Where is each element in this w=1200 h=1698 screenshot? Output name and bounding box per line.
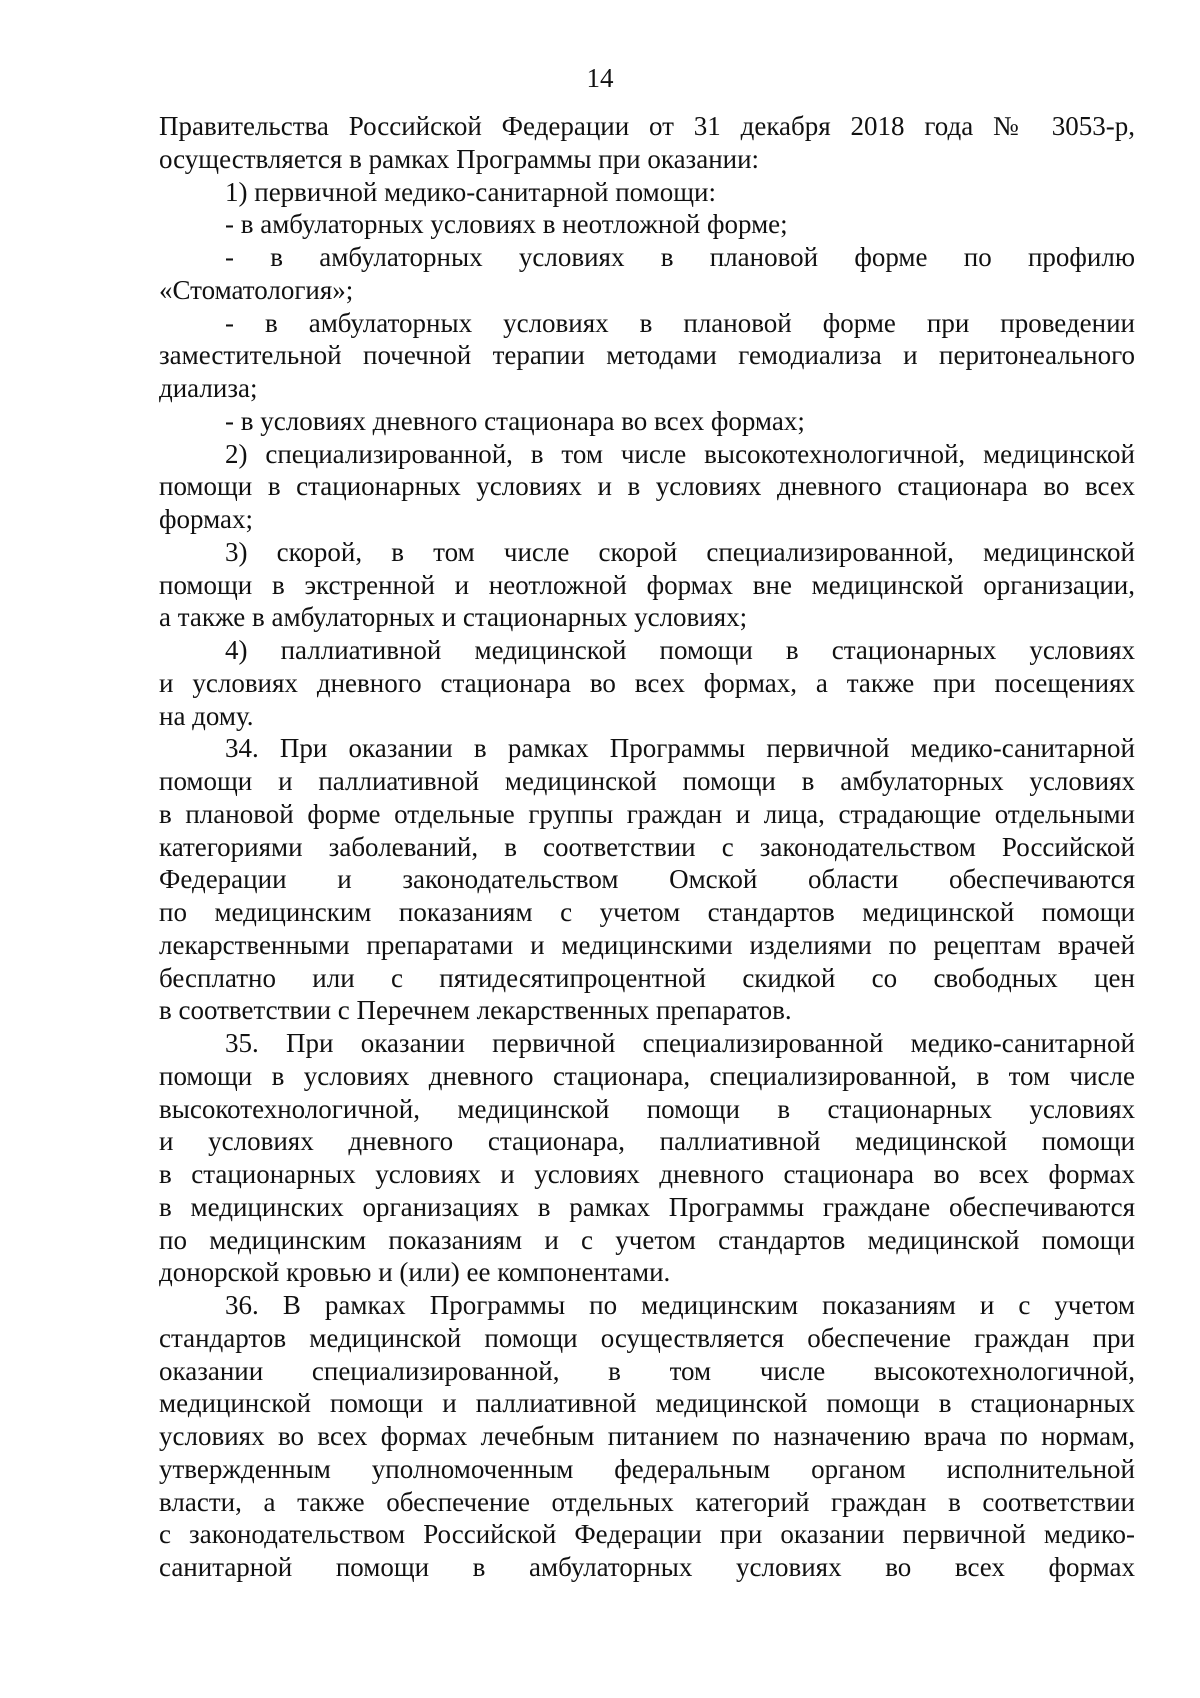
text-line: Правительства Российской Федерации от 31 декабря 2018 года № 3053-р, xyxy=(159,111,1135,141)
document-body xyxy=(159,110,1135,1584)
text-line: 4) паллиативной медицинской помощи в стационарных условиях xyxy=(225,635,1135,665)
text-line: «Стоматология»; xyxy=(159,274,354,305)
text-line: с законодательством Российской Федерации при оказании первичной медико- xyxy=(159,1519,1135,1550)
text-line: 36. В рамках Программы по медицинским показаниям и с учетом xyxy=(225,1290,1135,1320)
text-line: в соответствии с Перечнем лекарственных препаратов. xyxy=(159,995,792,1026)
text-line: на дому. xyxy=(159,700,254,731)
text-line: категориями заболеваний, в соответствии с законодательством Российской xyxy=(159,831,1135,862)
text-line: 1) первичной медико-санитарной помощи: xyxy=(225,176,716,207)
text-line: Федерации и законодательством Омской области обеспечиваются xyxy=(159,864,1135,895)
text-line: стандартов медицинской помощи осуществляется обеспечение граждан при xyxy=(159,1322,1135,1353)
text-line: - в условиях дневного стационара во всех формах; xyxy=(225,405,805,436)
text-line: помощи в экстренной и неотложной формах вне медицинской организации, xyxy=(159,569,1135,600)
text-line: условиях во всех формах лечебным питанием по назначению врача по нормам, xyxy=(159,1421,1135,1451)
text-line: в стационарных условиях и условиях дневного стационара во всех формах xyxy=(159,1159,1135,1189)
text-line: лекарственными препаратами и медицинскими изделиями по рецептам врачей xyxy=(159,929,1135,960)
text-line: власти, а также обеспечение отдельных категорий граждан в соответствии xyxy=(159,1486,1135,1517)
text-line: по медицинским показаниям и с учетом стандартов медицинской помощи xyxy=(159,1224,1135,1255)
text-line: высокотехнологичной, медицинской помощи в стационарных условиях xyxy=(159,1093,1135,1124)
text-line: - в амбулаторных условиях в плановой форме при проведении xyxy=(225,307,1135,338)
text-line: заместительной почечной терапии методами гемодиализа и перитонеального xyxy=(159,340,1135,371)
text-line: осуществляется в рамках Программы при оказании: xyxy=(159,143,760,174)
text-line: диализа; xyxy=(159,373,258,403)
text-line: в медицинских организациях в рамках Программы граждане обеспечиваются xyxy=(159,1191,1135,1222)
text-line: 2) специализированной, в том числе высокотехнологичной, медицинской xyxy=(225,438,1135,469)
text-line: 3) скорой, в том числе скорой специализированной, медицинской xyxy=(225,536,1135,567)
text-line: а также в амбулаторных и стационарных условиях; xyxy=(159,602,748,633)
text-line: бесплатно или с пятидесятипроцентной скидкой со свободных цен xyxy=(159,962,1135,993)
text-line: 34. При оказании в рамках Программы первичной медико-санитарной xyxy=(225,733,1135,764)
text-line: и условиях дневного стационара во всех формах, а также при посещениях xyxy=(159,667,1135,698)
text-line: утвержденным уполномоченным федеральным органом исполнительной xyxy=(159,1453,1135,1484)
text-line: - в амбулаторных условиях в плановой форме по профилю xyxy=(225,242,1135,272)
text-line: по медицинским показаниям с учетом стандартов медицинской помощи xyxy=(159,897,1135,927)
text-line: в плановой форме отдельные группы граждан и лица, страдающие отдельными xyxy=(159,798,1135,829)
text-line: помощи в условиях дневного стационара, специализированной, в том числе xyxy=(159,1060,1135,1091)
text-line: - в амбулаторных условиях в неотложной форме; xyxy=(225,209,788,240)
text-line: помощи в стационарных условиях и в условиях дневного стационара во всех xyxy=(159,471,1135,502)
text-line: донорской кровью и (или) ее компонентами. xyxy=(159,1257,671,1288)
text-line: формах; xyxy=(159,504,253,534)
text-line: медицинской помощи и паллиативной медицинской помощи в стационарных xyxy=(159,1388,1135,1419)
text-line: санитарной помощи в амбулаторных условиях во всех формах xyxy=(159,1552,1135,1582)
text-line: оказании специализированной, в том числе высокотехнологичной, xyxy=(159,1355,1135,1386)
text-line: и условиях дневного стационара, паллиативной медицинской помощи xyxy=(159,1126,1135,1157)
page-number: 14 xyxy=(586,63,614,93)
text-line: 35. При оказании первичной специализированной медико-санитарной xyxy=(225,1028,1135,1058)
text-line: помощи и паллиативной медицинской помощи в амбулаторных условиях xyxy=(159,766,1135,796)
